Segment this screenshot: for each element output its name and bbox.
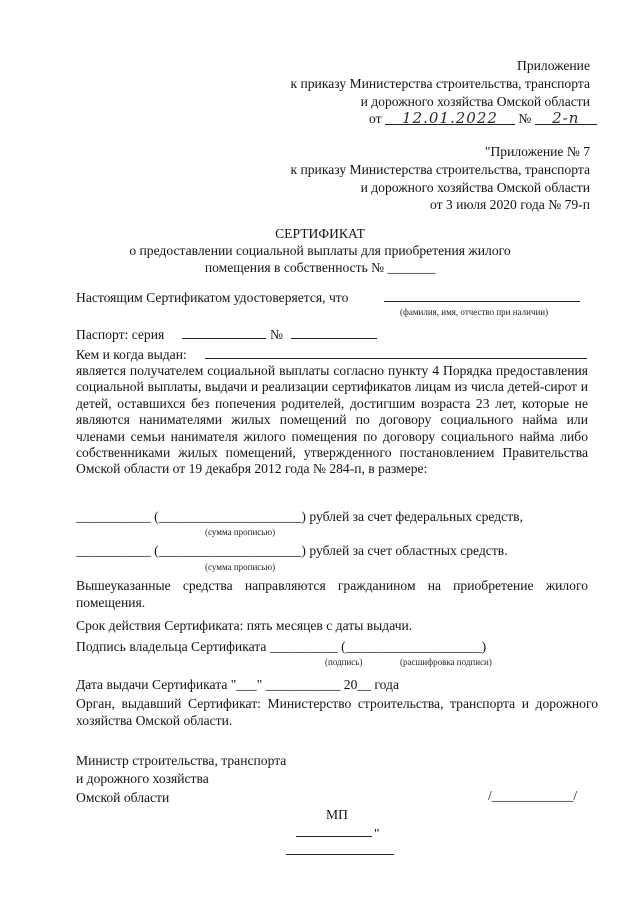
passport-number-line — [291, 338, 377, 339]
passport-series-label: Паспорт: серия — [76, 327, 165, 342]
appendix1-line2: к приказу Министерства строительства, транспорта — [290, 76, 590, 91]
minister-title-3: Омской области — [76, 790, 170, 805]
closing-line-1 — [296, 836, 372, 837]
certifies-text: Настоящим Сертификатом удостоверяется, что — [76, 290, 349, 305]
owner-signature-line: Подпись владельца Сертификата __________ (____________________) — [76, 639, 487, 654]
appendix1-num-prefix: № — [518, 111, 532, 126]
issued-by-line — [205, 358, 587, 359]
issued-by-label: Кем и когда выдан: — [76, 347, 187, 362]
passport-series-line — [182, 338, 266, 339]
certificate-subtitle-2: помещения в собственность № _______ — [204, 260, 436, 275]
fio-line — [384, 301, 580, 302]
appendix1-line3: и дорожного хозяйства Омской области — [360, 94, 590, 109]
minister-title-2: и дорожного хозяйства — [76, 771, 209, 786]
minister-signature-line: /____________/ — [488, 788, 578, 803]
regional-funds-line: ___________ (_____________________) рублей за счет областных средств. — [76, 543, 508, 558]
federal-funds-line: ___________ (_____________________) рублей за счет федеральных средств, — [76, 509, 523, 524]
appendix2-line4: от 3 июля 2020 года № 79-п — [429, 197, 590, 212]
issuer-text: Орган, выдавший Сертификат: Министерство строительства, транспорта и дорожного хозяйства Омской области. — [76, 696, 598, 728]
appendix1-number-handwritten: 2-п — [535, 110, 597, 125]
appendix1-date-handwritten: 12.01.2022 — [385, 110, 515, 125]
main-paragraph: является получателем социальной выплаты согласно пункту 4 Порядка предоставления социальной выплаты, выдачи и реализации сертификатов лицам из числа детей-сирот и детей, оставшихся без попечения родителей, достигшим возраста 23 лет, которые не являются нанимателями жилых помещений по договору социального найма или членами семьи нанимателя жилого помещения по договору социального найма либо собственниками жилых помещений, утвержденного постановлением Правительства Омской области от 19 декабря 2012 года № 284-п, в размере: — [76, 363, 588, 477]
certificate-subtitle-1: о предоставлении социальной выплаты для приобретения жилого — [129, 243, 511, 258]
closing-line-2 — [286, 854, 394, 855]
purpose-text: Вышеуказанные средства направляются гражданином на приобретение жилого помещения. — [76, 578, 588, 610]
regional-sum-hint: (сумма прописью) — [205, 562, 276, 572]
appendix2-line1: "Приложение № 7 — [484, 144, 590, 159]
stamp-place-label: МП — [326, 807, 348, 822]
appendix1-line1: Приложение — [517, 58, 590, 73]
appendix2-line3: и дорожного хозяйства Омской области — [360, 180, 590, 195]
certificate-title: СЕРТИФИКАТ — [275, 226, 365, 241]
decode-hint: (расшифровка подписи) — [400, 657, 492, 667]
signature-hint: (подпись) — [325, 657, 363, 667]
closing-quote: " — [374, 826, 380, 841]
passport-number-label: № — [270, 327, 283, 342]
fio-hint: (фамилия, имя, отчество при наличии) — [400, 307, 549, 317]
minister-title-1: Министр строительства, транспорта — [76, 753, 287, 768]
appendix1-order-line — [369, 110, 597, 127]
federal-sum-hint: (сумма прописью) — [205, 527, 276, 537]
validity-text: Срок действия Сертификата: пять месяцев с даты выдачи. — [76, 618, 413, 633]
appendix2-line2: к приказу Министерства строительства, транспорта — [290, 162, 590, 177]
appendix1-date-prefix: от — [369, 111, 382, 126]
issue-date-line: Дата выдачи Сертификата "___" ___________ 20__ года — [76, 677, 399, 692]
